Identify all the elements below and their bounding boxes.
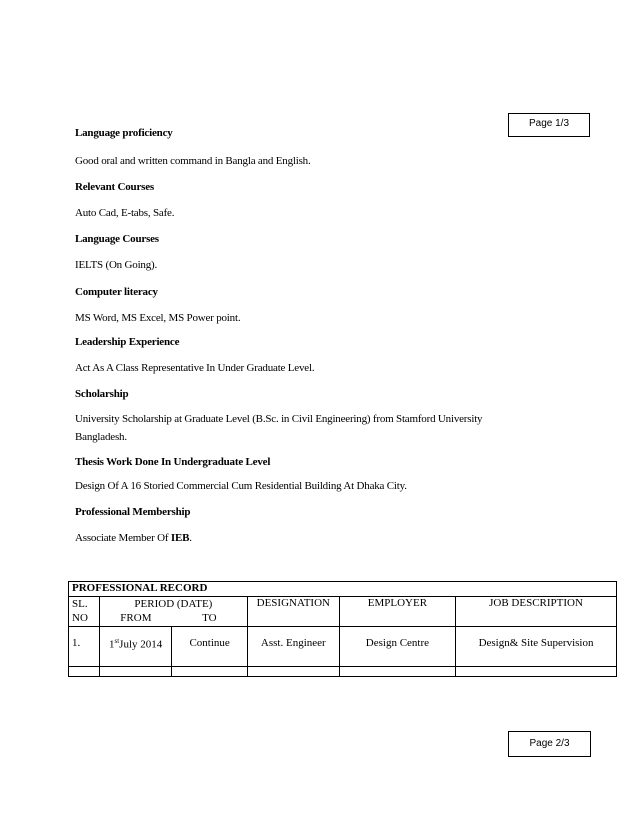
heading-professional-membership: Professional Membership	[75, 506, 191, 518]
header-sl-line1: SL.	[72, 598, 88, 610]
empty-cell	[456, 667, 617, 677]
text-language-proficiency: Good oral and written command in Bangla and English.	[75, 155, 311, 167]
empty-cell	[247, 667, 339, 677]
membership-body-name: IEB	[170, 532, 190, 544]
text-professional-membership	[75, 532, 535, 544]
heading-language-courses: Language Courses	[75, 233, 159, 245]
empty-cell	[172, 667, 248, 677]
header-period	[99, 597, 247, 627]
page-number-label: Page 1/3	[508, 113, 590, 137]
cell-to: Continue	[172, 627, 248, 667]
table-row	[69, 627, 617, 667]
empty-cell	[339, 667, 455, 677]
professional-record-table	[68, 581, 617, 677]
membership-suffix: .	[189, 532, 192, 544]
from-day: 1	[109, 638, 115, 651]
from-day-suffix: st	[114, 637, 120, 645]
header-period-label: PERIOD (DATE)	[134, 598, 213, 610]
heading-thesis-work: Thesis Work Done In Undergraduate Level	[75, 456, 271, 468]
cell-employer: Design Centre	[339, 627, 455, 667]
text-thesis-work: Design Of A 16 Storied Commercial Cum Residential Building At Dhaka City.	[75, 480, 407, 492]
text-relevant-courses: Auto Cad, E-tabs, Safe.	[75, 207, 175, 219]
header-job-description: JOB DESCRIPTION	[456, 597, 617, 627]
table-row-empty	[69, 667, 617, 677]
heading-scholarship: Scholarship	[75, 388, 129, 400]
empty-cell	[99, 667, 171, 677]
heading-leadership-experience: Leadership Experience	[75, 336, 180, 348]
text-leadership-experience: Act As A Class Representative In Under Graduate Level.	[75, 362, 315, 374]
record-title: PROFESSIONAL RECORD	[69, 582, 617, 597]
cell-designation: Asst. Engineer	[247, 627, 339, 667]
header-employer: EMPLOYER	[339, 597, 455, 627]
heading-language-proficiency: Language proficiency	[75, 127, 173, 139]
cell-from	[99, 627, 171, 667]
header-to: TO	[202, 612, 217, 624]
cell-sl: 1.	[69, 627, 100, 667]
membership-prefix: Associate Member Of	[75, 532, 171, 544]
header-from: FROM	[120, 612, 152, 624]
heading-relevant-courses: Relevant Courses	[75, 181, 154, 193]
header-sl	[69, 597, 100, 627]
header-designation: DESIGNATION	[247, 597, 339, 627]
header-sl-line2: NO	[72, 612, 88, 624]
text-language-courses: IELTS (On Going).	[75, 259, 158, 271]
page-number-label: Page 2/3	[508, 731, 591, 757]
cell-job-description: Design& Site Supervision	[456, 627, 617, 667]
from-month-year: July 2014	[119, 638, 163, 651]
header-period-subcols	[100, 611, 247, 625]
text-scholarship: University Scholarship at Graduate Level (B.Sc. in Civil Engineering) from Stamford University Bangladesh.	[75, 413, 483, 443]
empty-cell	[69, 667, 100, 677]
text-computer-literacy: MS Word, MS Excel, MS Power point.	[75, 312, 241, 324]
heading-computer-literacy: Computer literacy	[75, 286, 158, 298]
